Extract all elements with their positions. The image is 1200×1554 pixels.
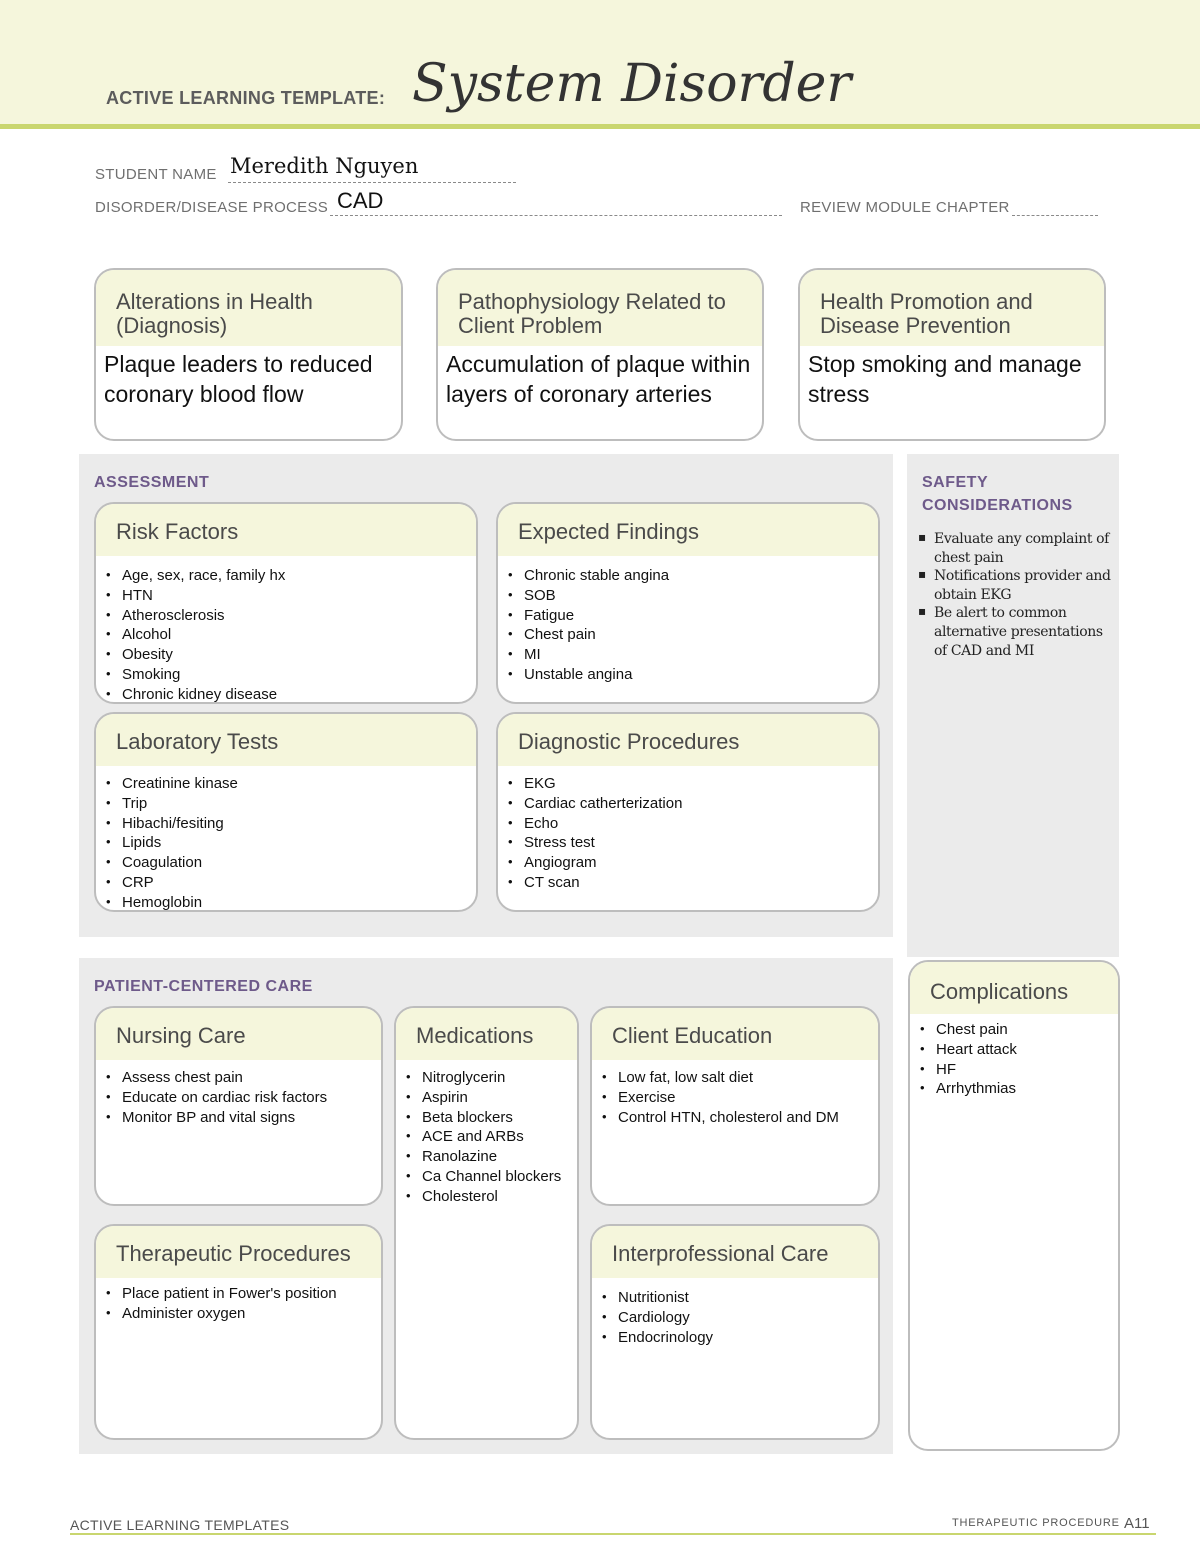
complication-item: • Heart attack	[920, 1040, 1108, 1060]
client-education-item: • Control HTN, cholesterol and DM	[602, 1108, 868, 1128]
nursing-care-item: • Educate on cardiac risk factors	[106, 1088, 371, 1108]
medication-item: • Ranolazine	[406, 1147, 567, 1167]
health-promotion-box	[798, 268, 1106, 441]
medication-item: • Aspirin	[406, 1088, 567, 1108]
nursing-care-body	[96, 1060, 381, 1127]
interprofessional-care-item: • Cardiology	[602, 1308, 868, 1328]
expected-finding-item: • Chest pain	[508, 625, 868, 645]
therapeutic-procedures-body	[96, 1278, 381, 1324]
expected-finding-item: • Chronic stable angina	[508, 566, 868, 586]
expected-finding-item: • Fatigue	[508, 606, 868, 626]
complication-item: • HF	[920, 1060, 1108, 1080]
risk-factor-item: • Smoking	[106, 665, 466, 685]
interprofessional-care-item: • Endocrinology	[602, 1328, 868, 1348]
medications-title: Medications	[396, 1008, 577, 1060]
client-education-box	[590, 1006, 880, 1206]
risk-factors-title: Risk Factors	[96, 504, 476, 556]
alterations-in-health-title: Alterations in Health (Diagnosis)	[96, 270, 401, 346]
alterations-in-health-box	[94, 268, 403, 441]
safety-item: ▪ Be alert to common alternative presentations of CAD and MI	[918, 604, 1114, 660]
expected-finding-item: • MI	[508, 645, 868, 665]
complication-item: • Chest pain	[920, 1020, 1108, 1040]
laboratory-test-item: • Trip	[106, 794, 466, 814]
nursing-care-title: Nursing Care	[96, 1008, 381, 1060]
nursing-care-item: • Monitor BP and vital signs	[106, 1108, 371, 1128]
student-name-value[interactable]: Meredith Nguyen	[230, 154, 419, 178]
student-name-label: STUDENT NAME	[95, 166, 217, 183]
pathophysiology-text: Accumulation of plaque within layers of coronary arteries	[446, 351, 751, 407]
expected-findings-body	[498, 556, 878, 685]
footer-right-text: THERAPEUTIC PROCEDURE	[952, 1517, 1120, 1529]
complications-body	[910, 1014, 1118, 1099]
medication-item: • Cholesterol	[406, 1187, 567, 1207]
laboratory-tests-body	[96, 766, 476, 912]
risk-factor-item: • HTN	[106, 586, 466, 606]
nursing-care-item: • Assess chest pain	[106, 1068, 371, 1088]
risk-factor-item: • Obesity	[106, 645, 466, 665]
interprofessional-care-item: • Nutritionist	[602, 1288, 868, 1308]
diagnostic-procedures-body	[498, 766, 878, 893]
review-module-underline	[1012, 215, 1098, 216]
template-label: ACTIVE LEARNING TEMPLATE:	[106, 88, 386, 108]
diagnostic-procedures-title: Diagnostic Procedures	[498, 714, 878, 766]
laboratory-test-item: • Lipids	[106, 833, 466, 853]
diagnostic-procedure-item: • Angiogram	[508, 853, 868, 873]
medication-item: • Nitroglycerin	[406, 1068, 567, 1088]
disorder-label: DISORDER/DISEASE PROCESS	[95, 199, 329, 216]
complications-box	[908, 960, 1120, 1451]
therapeutic-procedure-item: • Place patient in Fower's position	[106, 1284, 371, 1304]
interprofessional-care-body	[592, 1278, 878, 1347]
disorder-value[interactable]: CAD	[337, 188, 384, 213]
diagnostic-procedure-item: • EKG	[508, 774, 868, 794]
complication-item: • Arrhythmias	[920, 1079, 1108, 1099]
assessment-title: ASSESSMENT	[94, 474, 210, 491]
medications-box	[394, 1006, 579, 1440]
patient-centered-care-title: PATIENT-CENTERED CARE	[94, 978, 313, 995]
risk-factor-item: • Chronic kidney disease	[106, 685, 466, 704]
laboratory-test-item: • Coagulation	[106, 853, 466, 873]
expected-finding-item: • Unstable angina	[508, 665, 868, 685]
safety-title-line2: CONSIDERATIONS	[922, 497, 1073, 514]
expected-findings-box	[496, 502, 880, 704]
laboratory-test-item: • Creatinine kinase	[106, 774, 466, 794]
client-education-body	[592, 1060, 878, 1127]
review-module-label: REVIEW MODULE CHAPTER	[800, 199, 1010, 216]
client-education-title: Client Education	[592, 1008, 878, 1060]
laboratory-test-item: • Hemoglobin	[106, 893, 466, 912]
expected-findings-title: Expected Findings	[498, 504, 878, 556]
student-name-underline	[228, 182, 516, 183]
laboratory-tests-box	[94, 712, 478, 912]
template-title: System Disorder	[412, 54, 852, 114]
medications-body	[396, 1060, 577, 1207]
disorder-underline	[330, 215, 782, 216]
diagnostic-procedures-box	[496, 712, 880, 912]
risk-factor-item: • Age, sex, race, family hx	[106, 566, 466, 586]
client-education-item: • Low fat, low salt diet	[602, 1068, 868, 1088]
safety-list	[918, 530, 1114, 660]
risk-factors-box	[94, 502, 478, 704]
interprofessional-care-title: Interprofessional Care	[592, 1226, 878, 1278]
expected-finding-item: • SOB	[508, 586, 868, 606]
alterations-in-health-text: Plaque leaders to reduced coronary blood flow	[104, 351, 373, 407]
health-promotion-title: Health Promotion and Disease Prevention	[800, 270, 1104, 346]
medication-item: • Ca Channel blockers	[406, 1167, 567, 1187]
diagnostic-procedure-item: • Cardiac catherterization	[508, 794, 868, 814]
footer-page-number: A11	[1124, 1515, 1150, 1532]
safety-item: ▪ Notifications provider and obtain EKG	[918, 567, 1114, 604]
laboratory-test-item: • Hibachi/fesiting	[106, 814, 466, 834]
footer-left-text: ACTIVE LEARNING TEMPLATES	[70, 1517, 290, 1533]
risk-factor-item: • Alcohol	[106, 625, 466, 645]
medication-item: • ACE and ARBs	[406, 1127, 567, 1147]
diagnostic-procedure-item: • Echo	[508, 814, 868, 834]
client-education-item: • Exercise	[602, 1088, 868, 1108]
header-divider	[0, 124, 1200, 129]
interprofessional-care-box	[590, 1224, 880, 1440]
therapeutic-procedure-item: • Administer oxygen	[106, 1304, 371, 1324]
complications-title: Complications	[910, 962, 1118, 1014]
diagnostic-procedure-item: • Stress test	[508, 833, 868, 853]
risk-factors-body	[96, 556, 476, 704]
pathophysiology-box	[436, 268, 764, 441]
safety-title-line1: SAFETY	[922, 474, 989, 491]
therapeutic-procedures-title: Therapeutic Procedures	[96, 1226, 381, 1278]
footer-divider	[70, 1533, 1156, 1535]
health-promotion-text: Stop smoking and manage stress	[808, 351, 1082, 407]
risk-factor-item: • Atherosclerosis	[106, 606, 466, 626]
laboratory-test-item: • CRP	[106, 873, 466, 893]
pathophysiology-title: Pathophysiology Related to Client Problem	[438, 270, 762, 346]
nursing-care-box	[94, 1006, 383, 1206]
medication-item: • Beta blockers	[406, 1108, 567, 1128]
therapeutic-procedures-box	[94, 1224, 383, 1440]
laboratory-tests-title: Laboratory Tests	[96, 714, 476, 766]
diagnostic-procedure-item: • CT scan	[508, 873, 868, 893]
safety-item: ▪ Evaluate any complaint of chest pain	[918, 530, 1114, 567]
